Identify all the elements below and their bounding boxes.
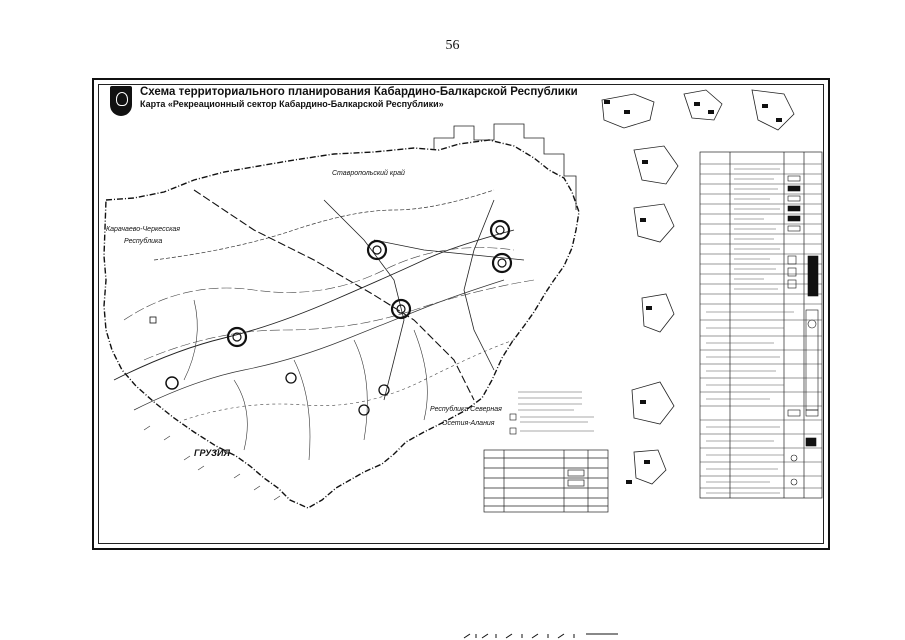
recreation-center-icon [166,221,511,415]
label-georgia: ГРУЗИЯ [194,448,230,458]
page-number: 56 [445,38,460,53]
map-subtitle: Карта «Рекреационный сектор Кабардино-Балкарской Республики» [140,99,444,109]
legend-symbol-icon [788,176,818,485]
road [194,190,474,400]
stream [234,380,247,450]
contour [144,280,534,360]
bottom-legend-table [484,450,608,512]
river [114,230,514,380]
footer-mark [462,632,622,640]
stream [354,340,367,440]
inset-maps [602,90,794,484]
map-frame [92,78,830,550]
label-stavropol: Ставропольский край [332,170,405,177]
district-boundary [434,124,576,210]
stream [294,360,310,460]
label-karachay-line2: Республика [124,238,163,245]
georgia-area [144,426,280,500]
label-north-ossetia-line2: Осетия-Алания [442,420,495,427]
map-drawing [94,80,828,548]
map-marker [150,317,156,323]
label-karachay-line1: Карачаево-Черкесская [106,226,181,233]
map-title: Схема территориального планирования Кабардино-Балкарской Республики [140,86,578,98]
stream [184,300,197,380]
bottom-legend-note [510,392,594,434]
republic-boundary [104,140,579,508]
inset-markers [604,100,782,484]
label-north-ossetia-line1: Республика Северная [430,406,502,413]
contour [124,248,514,321]
legend-text-lines [706,169,794,493]
stream [414,330,427,420]
